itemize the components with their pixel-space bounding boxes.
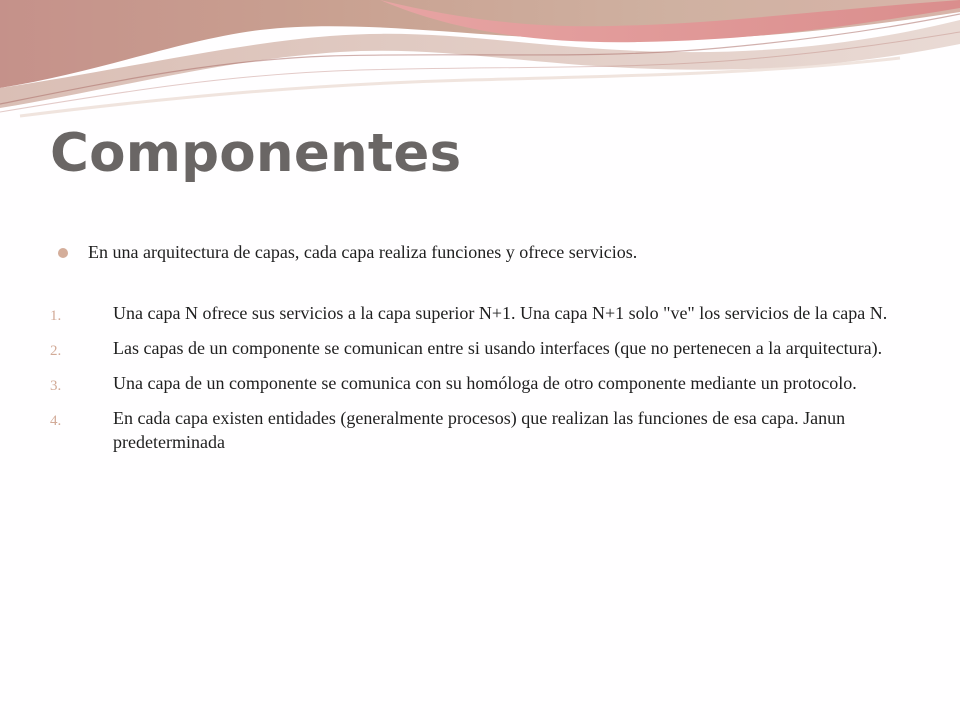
numbered-list-item [50, 371, 900, 398]
intro-bullet-text: En una arquitectura de capas, cada capa realiza funciones y ofrece servicios. [88, 242, 638, 262]
list-item-text: Una capa de un componente se comunica con su homóloga de otro componente mediante un protocolo. [113, 373, 857, 393]
list-item-text: En cada capa existen entidades (generalmente procesos) que realizan las funciones de esa capa. Janun predeterminada [113, 408, 846, 452]
header-wave-decoration [0, 0, 960, 120]
slide-title: Componentes [50, 123, 462, 184]
numbered-list [50, 301, 900, 462]
list-number: 3. [50, 378, 62, 394]
numbered-list-item [50, 301, 900, 328]
list-number: 1. [50, 308, 62, 324]
list-number: 4. [50, 413, 62, 429]
list-item-text: Las capas de un componente se comunican entre si usando interfaces (que no pertenecen a la arquitectura). [113, 338, 883, 358]
bullet-dot-icon [58, 248, 68, 258]
intro-bullet-item [58, 240, 908, 264]
numbered-list-item [50, 406, 900, 454]
list-number: 2. [50, 343, 62, 359]
list-item-text: Una capa N ofrece sus servicios a la capa superior N+1. Una capa N+1 solo "ve" los servicios de la capa N. [113, 303, 888, 323]
numbered-list-item [50, 336, 900, 363]
